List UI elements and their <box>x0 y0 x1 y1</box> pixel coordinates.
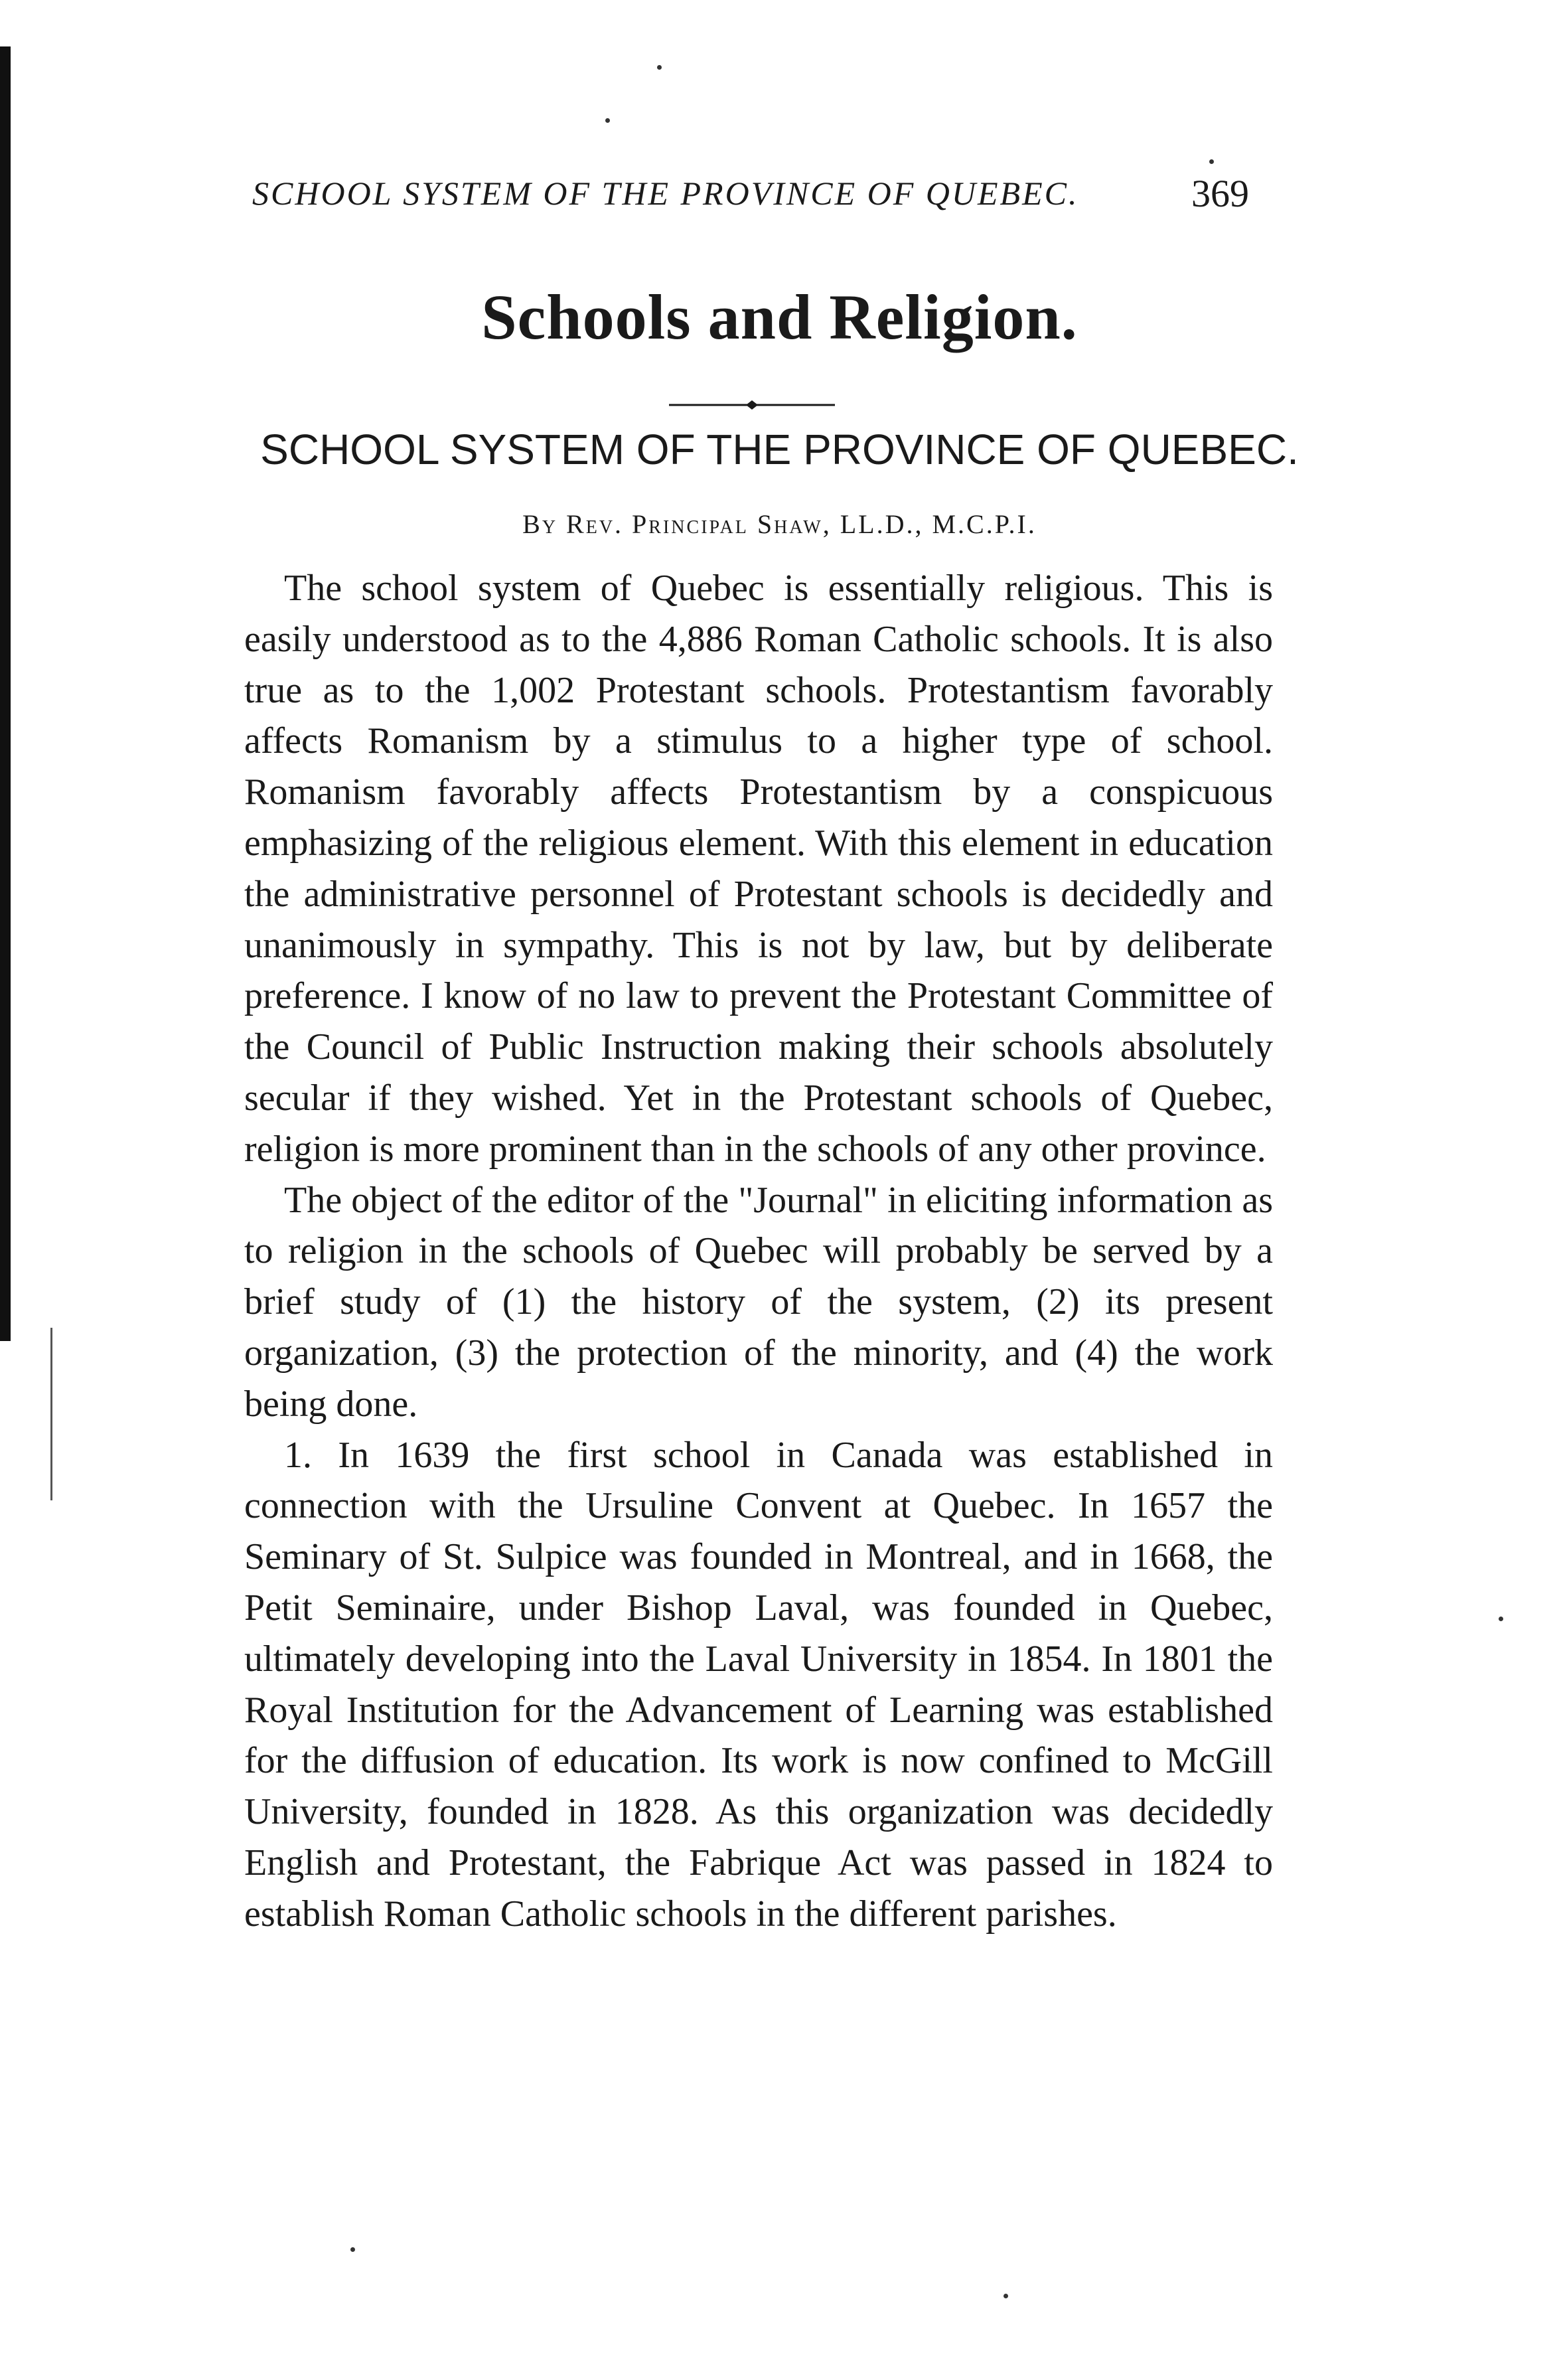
scan-speck <box>350 2247 355 2252</box>
scan-speck <box>657 65 662 70</box>
scan-speck <box>1209 159 1214 164</box>
page-number: 369 <box>1191 172 1249 215</box>
paragraph: The school system of Quebec is essentially religious. This is easily understood as to the 4,886 Roman Catholic schools. It is also true as to the 1,002 Protestant schools. Protestantism favorably affects Romanism by a stimulus to a higher type of school. Romanism favorably affects Protestantism by a conspicuous emphasizing of the religious element. With this element in education the administrative personnel of Protestant schools is decidedly and unanimously in sympathy. This is not by law, but by deliberate preference. I know of no law to prevent the Protestant Committee of the Council of Public Instruction making their schools absolutely secular if they wished. Yet in the Protestant schools of Quebec, religion is more prominent than in the schools of any other province. <box>244 568 1273 1170</box>
article-title: SCHOOL SYSTEM OF THE PROVINCE OF QUEBEC. <box>260 426 1299 473</box>
byline: By Rev. Principal Shaw, LL.D., M.C.P.I. <box>522 509 1037 539</box>
ornament-rule <box>669 398 835 412</box>
section-title: Schools and Religion. <box>481 281 1078 353</box>
paragraph: 1. In 1639 the first school in Canada was established in connection with the Ursuline Convent at Quebec. In 1657 the Seminary of St. Sulpice was founded in Montreal, and in 1668, the Petit Seminaire, under Bishop Laval, was founded in Quebec, ultimately developing into the Laval University in 1854. In 1801 the Royal Institution for the Advancement of Learning was established for the diffusion of education. Its work is now confined to McGill University, founded in 1828. As this organization was decidedly English and Protestant, the Fabrique Act was passed in 1824 to establish Roman Catholic schools in the different parishes. <box>244 1434 1273 1935</box>
scan-speck <box>1003 2294 1008 2298</box>
scan-edge-line <box>50 1328 52 1500</box>
scan-speck <box>605 118 610 123</box>
paragraph: The object of the editor of the "Journal" in eliciting information as to religion in the schools of Quebec will probably be served by a brief study of (1) the history of the system, (2) its present organization, (3) the protection of the minority, and (4) the work being done. <box>244 1179 1273 1425</box>
article-body <box>244 563 1273 1940</box>
scan-edge-shadow <box>0 46 11 1341</box>
scan-speck <box>1499 1617 1503 1621</box>
running-head: SCHOOL SYSTEM OF THE PROVINCE OF QUEBEC. <box>252 175 1079 212</box>
